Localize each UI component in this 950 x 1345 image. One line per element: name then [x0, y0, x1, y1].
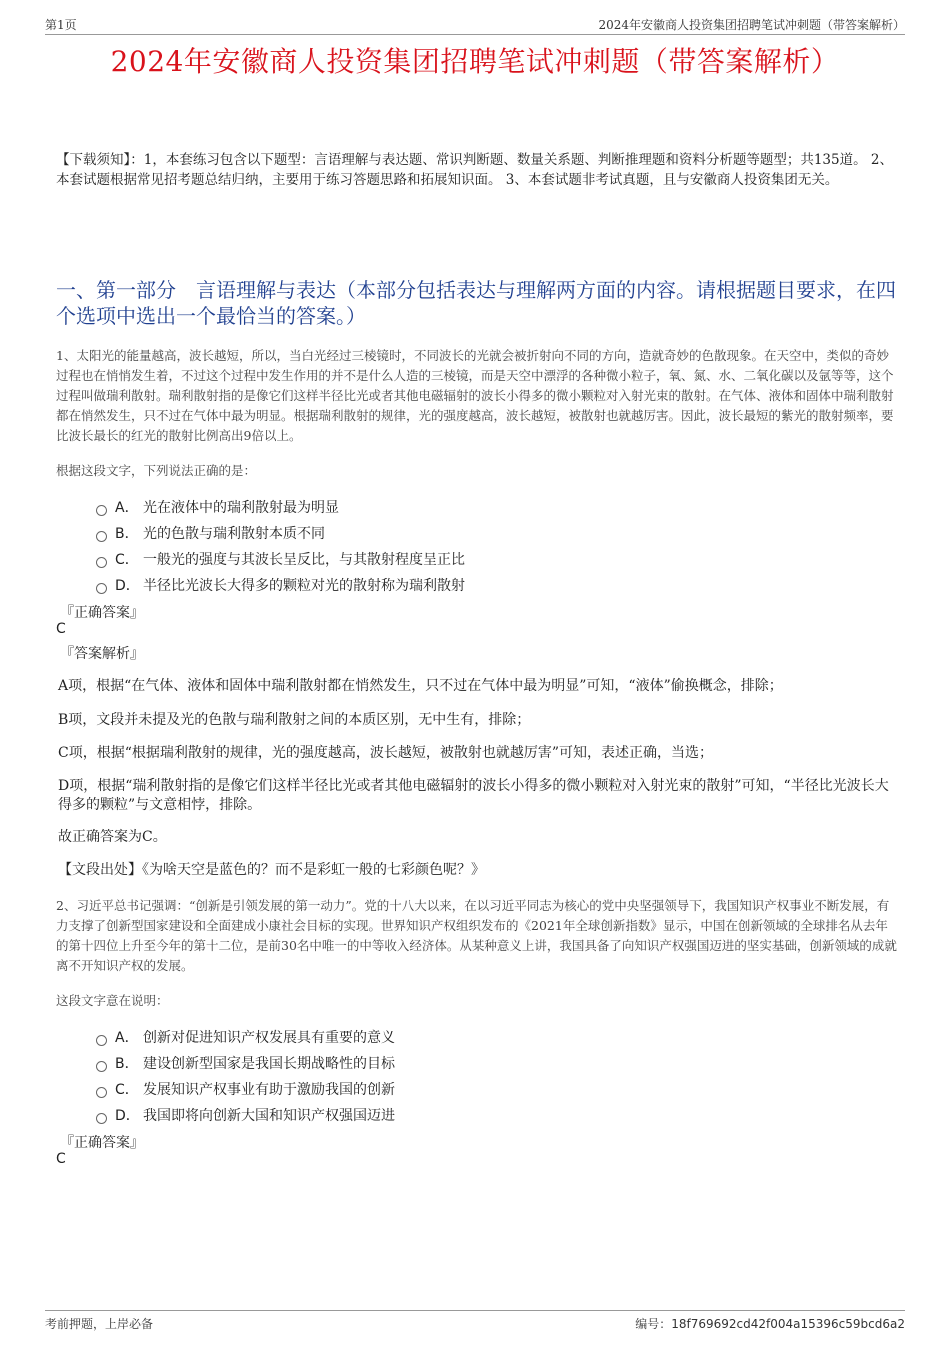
analysis-line-d: D项，根据“瑞利散射指的是像它们这样半径比光或者其他电磁辐射的波长小得多的微小颗粒对入射光束的散射”可知，“半径比光波长大得多的颗粒”与文意相悖，排除。 — [58, 778, 889, 813]
question-1-source: 【文段出处】《为啥天空是蓝色的？而不是彩虹一般的七彩颜色呢？》 — [58, 862, 485, 878]
page-number: 第1页 — [45, 18, 77, 32]
page-footer — [45, 1310, 905, 1333]
radio-icon[interactable] — [96, 531, 107, 542]
question-2-answer: C — [56, 1151, 66, 1167]
section-heading: 一、第一部分 言语理解与表达（本部分包括表达与理解两方面的内容。请根据题目要求，在四个选项中选出一个最恰当的答案。） — [56, 278, 896, 328]
question-1-prompt: 根据这段文字，下列说法正确的是： — [56, 463, 257, 478]
question-1-text: 1、太阳光的能量越高，波长越短，所以，当白光经过三棱镜时，不同波长的光就会被折射向不同的方向，造就奇妙的色散现象。在天空中，类似的奇妙过程也在悄悄发生着，不过这个过程中发生作用的并不是什么人造的三棱镜，而是天空中漂浮的各种微小粒子，氧、氮、水、二氧化碳以及氩等等，这个过程叫做瑞利散射。瑞利散射指的是像它们这样半径比光或者其他电磁辐射的波长小得多的微小颗粒对入射光束的散射。在气体、液体和固体中瑞利散射都在悄然发生，只不过在气体中最为明显。根据瑞利散射的规律，光的强度越高，波长越短，被散射也就越厉害。因此，波长最短的紫光的散射频率，要比波长最长的红光的散射比例高出9倍以上。 — [56, 348, 894, 443]
radio-icon[interactable] — [96, 1113, 107, 1124]
page-header — [45, 14, 905, 35]
radio-icon[interactable] — [96, 1061, 107, 1072]
question-2-prompt: 这段文字意在说明： — [56, 993, 169, 1008]
analysis-conclusion: 故正确答案为C。 — [58, 829, 167, 845]
question-1-answer-label: 『正确答案』 — [60, 605, 144, 621]
question-1-analysis-label: 『答案解析』 — [60, 646, 144, 662]
question-2-answer-label: 『正确答案』 — [60, 1135, 144, 1151]
radio-icon[interactable] — [96, 1087, 107, 1098]
radio-icon[interactable] — [96, 583, 107, 594]
footer-code: 编号：18f769692cd42f004a15396c59bcd6a2 — [635, 1317, 905, 1331]
analysis-line-c: C项，根据“根据瑞利散射的规律，光的强度越高，波长越短，被散射也就越厉害”可知，表述正确，当选； — [58, 745, 714, 761]
header-doc-title: 2024年安徽商人投资集团招聘笔试冲刺题（带答案解析） — [598, 18, 905, 32]
question-2-option-d[interactable]: D． 我国即将向创新大国和知识产权强国迈进 — [96, 1105, 395, 1125]
footer-slogan: 考前押题，上岸必备 — [45, 1317, 154, 1331]
analysis-line-b: B项，文段并未提及光的色散与瑞利散射之间的本质区别，无中生有，排除； — [58, 712, 531, 728]
radio-icon[interactable] — [96, 557, 107, 568]
question-2-option-c[interactable]: C． 发展知识产权事业有助于激励我国的创新 — [96, 1079, 395, 1099]
question-1-option-c[interactable]: C． 一般光的强度与其波长呈反比，与其散射程度呈正比 — [96, 549, 465, 569]
question-1-answer: C — [56, 621, 66, 637]
question-2-option-a[interactable]: A． 创新对促进知识产权发展具有重要的意义 — [96, 1027, 395, 1047]
analysis-line-a: A项，根据“在气体、液体和固体中瑞利散射都在悄然发生，只不过在气体中最为明显”可知，“液体”偷换概念，排除； — [58, 678, 783, 694]
download-notice: 【下载须知】：1，本套练习包含以下题型：言语理解与表达题、常识判断题、数量关系题、判断推理题和资料分析题等题型；共135道。 2、本套试题根据常见招考题总结归纳，主要用于练习答题思路和拓展知识面。 3、本套试题非考试真题，且与安徽商人投资集团无关。 — [56, 152, 893, 188]
radio-icon[interactable] — [96, 1035, 107, 1046]
radio-icon[interactable] — [96, 505, 107, 516]
question-1-option-a[interactable]: A． 光在液体中的瑞利散射最为明显 — [96, 497, 339, 517]
question-1-option-b[interactable]: B． 光的色散与瑞利散射本质不同 — [96, 523, 325, 543]
question-1-option-d[interactable]: D． 半径比光波长大得多的颗粒对光的散射称为瑞利散射 — [96, 575, 465, 595]
document-title: 2024年安徽商人投资集团招聘笔试冲刺题（带答案解析） — [110, 45, 840, 78]
question-2-option-b[interactable]: B． 建设创新型国家是我国长期战略性的目标 — [96, 1053, 395, 1073]
question-2-text: 2、习近平总书记强调：“创新是引领发展的第一动力”。党的十八大以来，在以习近平同志为核心的党中央坚强领导下，我国知识产权事业不断发展，有力支撑了创新型国家建设和全面建成小康社会目标的实现。世界知识产权组织发布的《2021年全球创新指数》显示，中国在创新领域的全球排名从去年的第十四位上升至今年的第十二位，是前30名中唯一的中等收入经济体。从某种意义上讲，我国具备了向知识产权强国迈进的坚实基础，创新领域的成就离不开知识产权的发展。 — [56, 898, 897, 973]
